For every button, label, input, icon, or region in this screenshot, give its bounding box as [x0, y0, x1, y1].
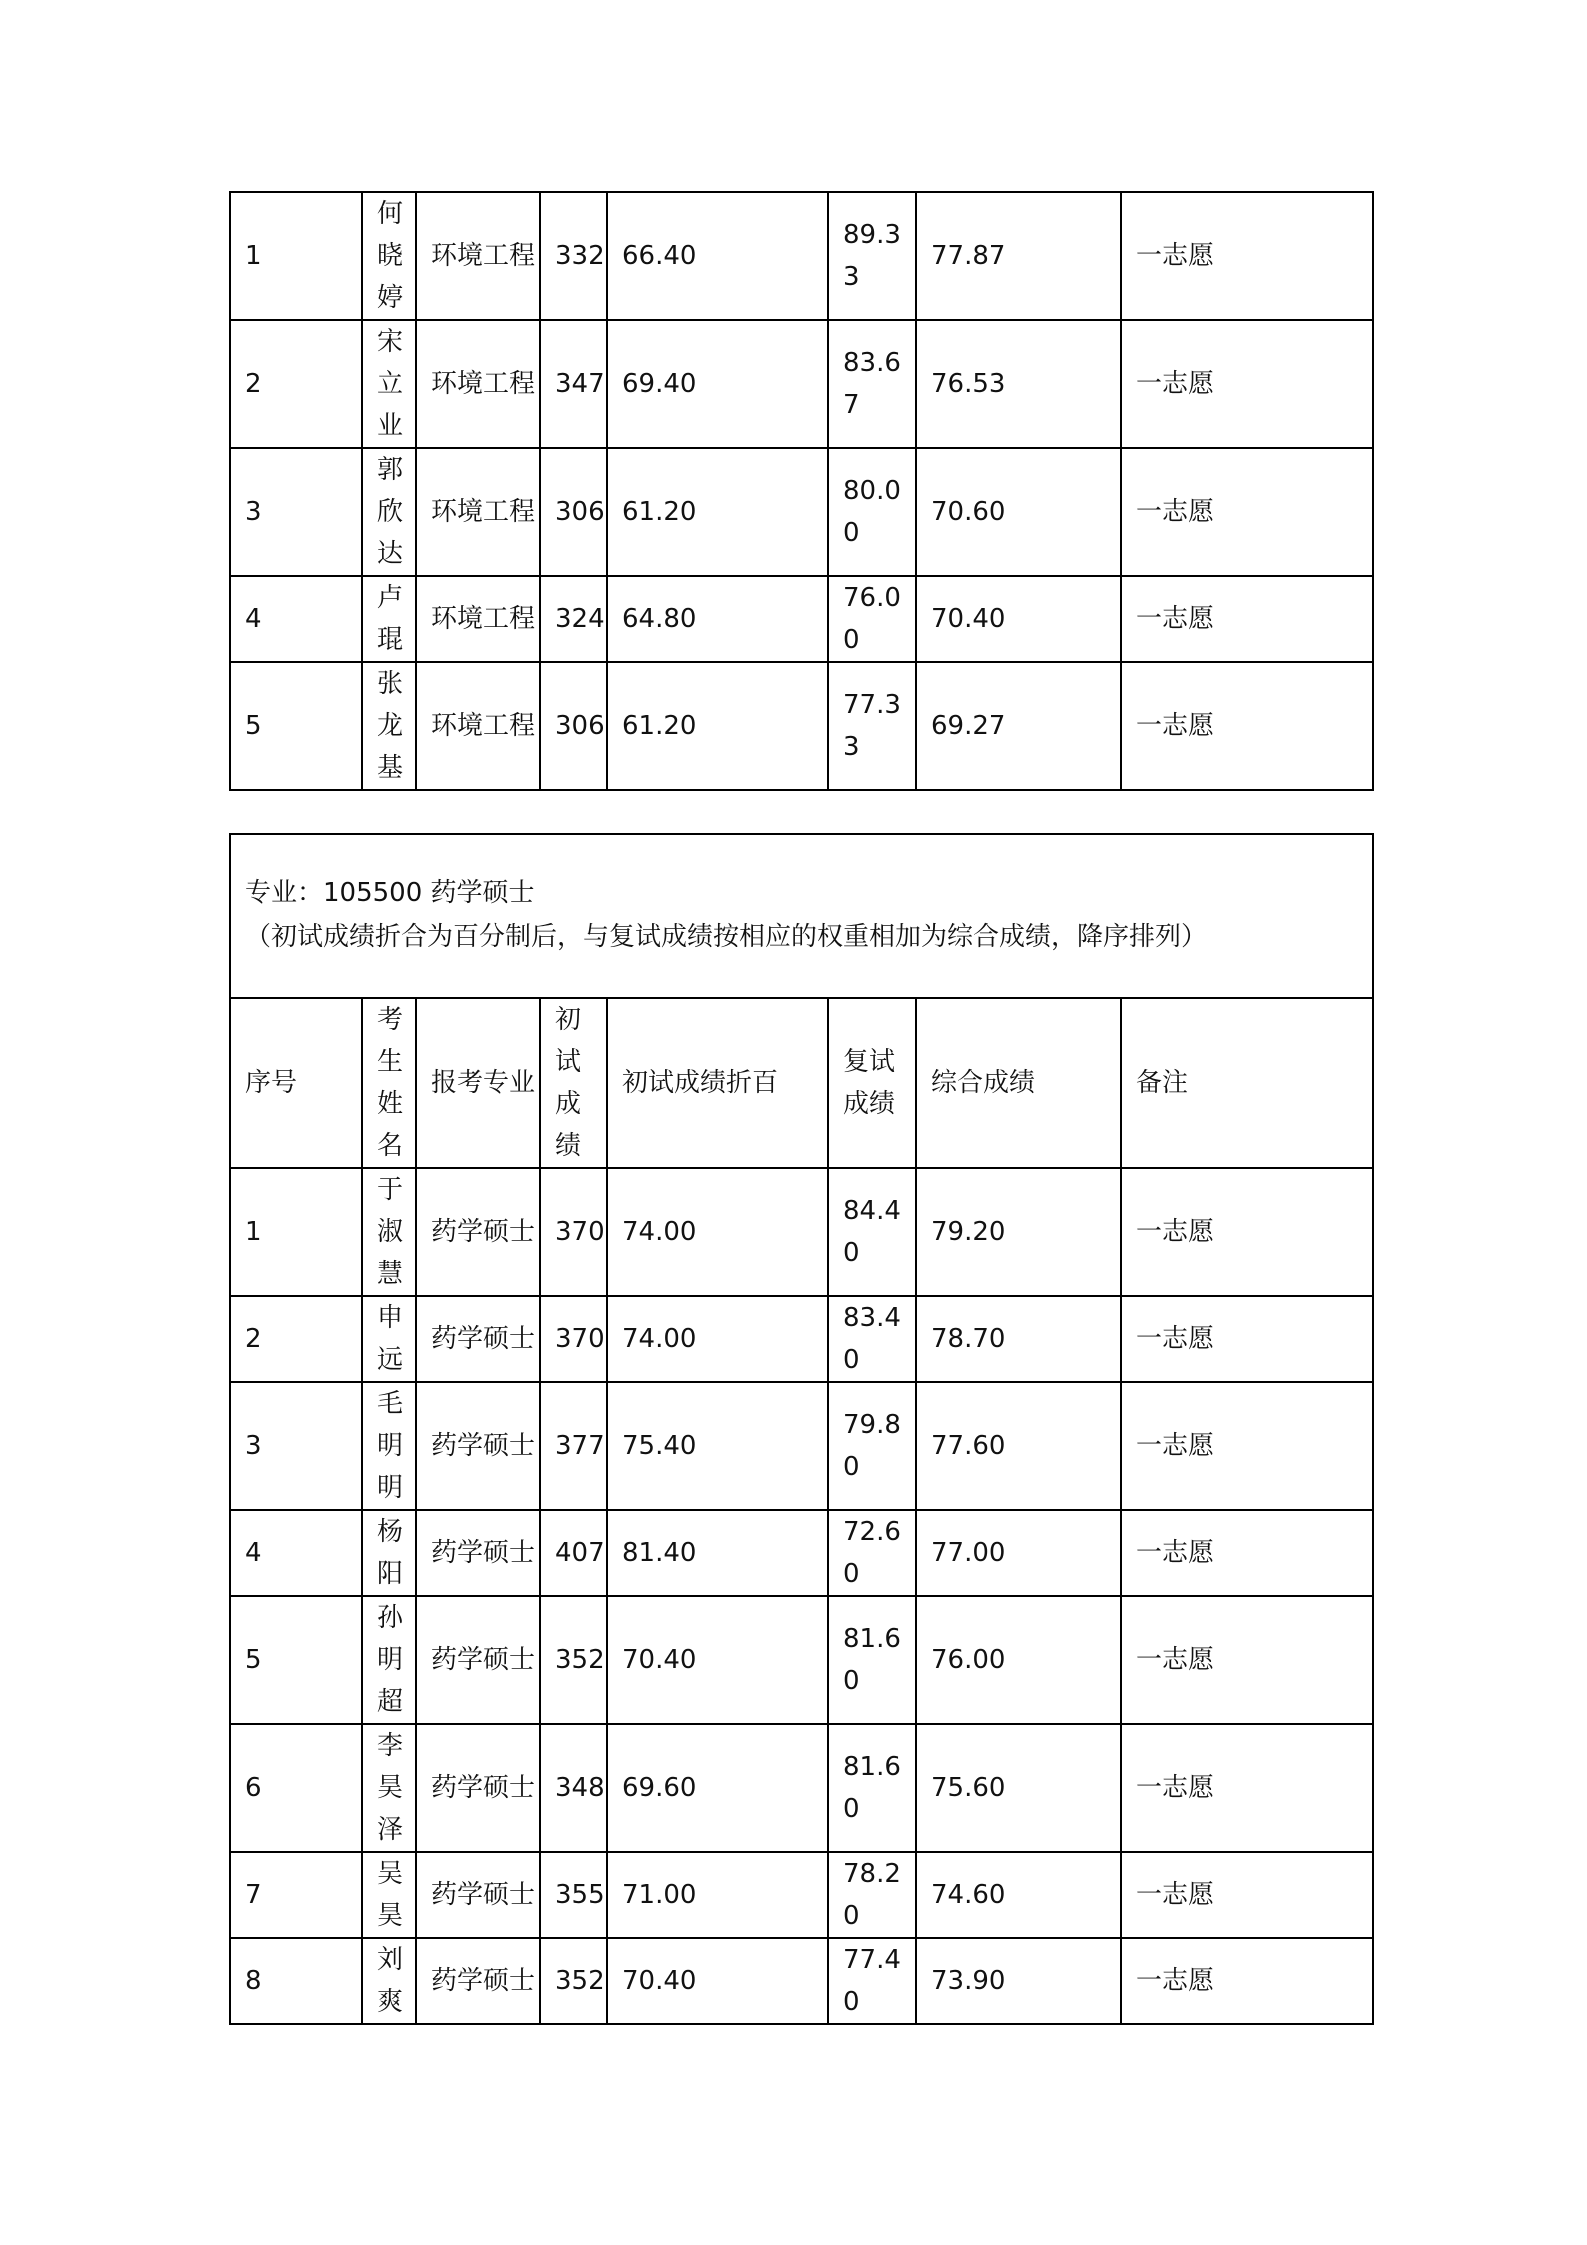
row-no: 1 [230, 192, 362, 320]
major: 药学硕士 [416, 1938, 540, 2024]
note: 一志愿 [1121, 576, 1373, 662]
retest-score: 84.40 [828, 1168, 916, 1296]
table-row [230, 1382, 1373, 1510]
initial-score: 332 [540, 192, 607, 320]
candidate-name: 卢琨 [362, 576, 416, 662]
major: 药学硕士 [416, 1852, 540, 1938]
candidate-name: 宋立业 [362, 320, 416, 448]
header-no: 序号 [230, 998, 362, 1168]
table-body [230, 834, 1373, 2024]
initial-score-100: 81.40 [607, 1510, 828, 1596]
note: 一志愿 [1121, 1938, 1373, 2024]
note: 一志愿 [1121, 1852, 1373, 1938]
note: 一志愿 [1121, 448, 1373, 576]
candidate-name: 郭欣达 [362, 448, 416, 576]
score-table-environmental-engineering [229, 191, 1374, 791]
row-no: 4 [230, 576, 362, 662]
table-row [230, 320, 1373, 448]
retest-score: 78.20 [828, 1852, 916, 1938]
note: 一志愿 [1121, 192, 1373, 320]
initial-score: 355 [540, 1852, 607, 1938]
header-major: 报考专业 [416, 998, 540, 1168]
candidate-name: 刘爽 [362, 1938, 416, 2024]
row-no: 3 [230, 448, 362, 576]
row-no: 5 [230, 662, 362, 790]
major: 药学硕士 [416, 1296, 540, 1382]
initial-score: 352 [540, 1938, 607, 2024]
major: 药学硕士 [416, 1596, 540, 1724]
candidate-name: 何晓婷 [362, 192, 416, 320]
candidate-name: 申远 [362, 1296, 416, 1382]
initial-score-100: 74.00 [607, 1168, 828, 1296]
row-no: 3 [230, 1382, 362, 1510]
header-initial-score: 初试成绩 [540, 998, 607, 1168]
note: 一志愿 [1121, 1168, 1373, 1296]
total-score: 74.60 [916, 1852, 1121, 1938]
retest-score: 83.67 [828, 320, 916, 448]
row-no: 6 [230, 1724, 362, 1852]
total-score: 76.53 [916, 320, 1121, 448]
note: 一志愿 [1121, 1724, 1373, 1852]
score-table-pharmacy-master [229, 833, 1374, 2025]
row-no: 1 [230, 1168, 362, 1296]
initial-score: 370 [540, 1296, 607, 1382]
initial-score-100: 70.40 [607, 1938, 828, 2024]
table-row [230, 1938, 1373, 2024]
candidate-name: 杨阳 [362, 1510, 416, 1596]
candidate-name: 吴昊 [362, 1852, 416, 1938]
candidate-name: 张龙基 [362, 662, 416, 790]
initial-score: 407 [540, 1510, 607, 1596]
row-no: 2 [230, 1296, 362, 1382]
initial-score: 348 [540, 1724, 607, 1852]
major: 药学硕士 [416, 1168, 540, 1296]
note: 一志愿 [1121, 1510, 1373, 1596]
initial-score: 306 [540, 662, 607, 790]
retest-score: 81.60 [828, 1724, 916, 1852]
initial-score-100: 61.20 [607, 448, 828, 576]
table-row [230, 1596, 1373, 1724]
major: 环境工程 [416, 576, 540, 662]
initial-score-100: 71.00 [607, 1852, 828, 1938]
major: 环境工程 [416, 662, 540, 790]
major-caption: 专业：105500 药学硕士 [245, 878, 535, 908]
header-total-score: 综合成绩 [916, 998, 1121, 1168]
header-note: 备注 [1121, 998, 1373, 1168]
retest-score: 76.00 [828, 576, 916, 662]
table-row [230, 192, 1373, 320]
retest-score: 77.40 [828, 1938, 916, 2024]
table-row [230, 662, 1373, 790]
total-score: 77.87 [916, 192, 1121, 320]
note: 一志愿 [1121, 1596, 1373, 1724]
initial-score: 352 [540, 1596, 607, 1724]
retest-score: 79.80 [828, 1382, 916, 1510]
table-row [230, 1852, 1373, 1938]
initial-score: 347 [540, 320, 607, 448]
total-score: 77.00 [916, 1510, 1121, 1596]
initial-score: 377 [540, 1382, 607, 1510]
note: 一志愿 [1121, 1296, 1373, 1382]
initial-score-100: 70.40 [607, 1596, 828, 1724]
initial-score-100: 74.00 [607, 1296, 828, 1382]
row-no: 5 [230, 1596, 362, 1724]
retest-score: 72.60 [828, 1510, 916, 1596]
header-initial-score-100: 初试成绩折百 [607, 998, 828, 1168]
initial-score-100: 66.40 [607, 192, 828, 320]
major: 药学硕士 [416, 1382, 540, 1510]
ranking-note: （初试成绩折合为百分制后，与复试成绩按相应的权重相加为综合成绩，降序排列） [245, 922, 1208, 952]
major: 环境工程 [416, 448, 540, 576]
table-row [230, 1168, 1373, 1296]
initial-score: 306 [540, 448, 607, 576]
major: 药学硕士 [416, 1510, 540, 1596]
candidate-name: 于淑慧 [362, 1168, 416, 1296]
initial-score-100: 69.60 [607, 1724, 828, 1852]
table-row [230, 448, 1373, 576]
retest-score: 81.60 [828, 1596, 916, 1724]
table-caption [230, 834, 1373, 998]
initial-score-100: 75.40 [607, 1382, 828, 1510]
note: 一志愿 [1121, 320, 1373, 448]
header-name: 考生姓名 [362, 998, 416, 1168]
row-no: 4 [230, 1510, 362, 1596]
initial-score-100: 64.80 [607, 576, 828, 662]
major: 环境工程 [416, 192, 540, 320]
retest-score: 77.33 [828, 662, 916, 790]
total-score: 78.70 [916, 1296, 1121, 1382]
total-score: 77.60 [916, 1382, 1121, 1510]
initial-score: 370 [540, 1168, 607, 1296]
initial-score-100: 69.40 [607, 320, 828, 448]
total-score: 75.60 [916, 1724, 1121, 1852]
total-score: 79.20 [916, 1168, 1121, 1296]
total-score: 76.00 [916, 1596, 1121, 1724]
row-no: 2 [230, 320, 362, 448]
initial-score-100: 61.20 [607, 662, 828, 790]
table-row [230, 1296, 1373, 1382]
note: 一志愿 [1121, 662, 1373, 790]
retest-score: 80.00 [828, 448, 916, 576]
candidate-name: 孙明超 [362, 1596, 416, 1724]
row-no: 7 [230, 1852, 362, 1938]
candidate-name: 毛明明 [362, 1382, 416, 1510]
table-row [230, 576, 1373, 662]
note: 一志愿 [1121, 1382, 1373, 1510]
caption-row [230, 834, 1373, 998]
major: 环境工程 [416, 320, 540, 448]
header-row [230, 998, 1373, 1168]
total-score: 73.90 [916, 1938, 1121, 2024]
major: 药学硕士 [416, 1724, 540, 1852]
candidate-name: 李昊泽 [362, 1724, 416, 1852]
total-score: 69.27 [916, 662, 1121, 790]
retest-score: 83.40 [828, 1296, 916, 1382]
header-retest-score: 复试成绩 [828, 998, 916, 1168]
table-body [230, 192, 1373, 790]
initial-score: 324 [540, 576, 607, 662]
table-row [230, 1724, 1373, 1852]
total-score: 70.40 [916, 576, 1121, 662]
total-score: 70.60 [916, 448, 1121, 576]
retest-score: 89.33 [828, 192, 916, 320]
table-row [230, 1510, 1373, 1596]
row-no: 8 [230, 1938, 362, 2024]
